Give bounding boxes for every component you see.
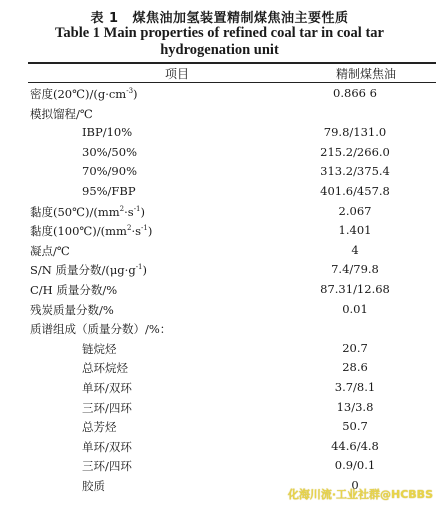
unit-exponent: -1 <box>135 263 143 272</box>
unit-exponent: 2 <box>119 204 125 213</box>
table-title-en-line2: hydrogenation unit <box>160 42 279 58</box>
row-label <box>30 282 117 298</box>
label-text: 胶质 <box>82 479 105 493</box>
row-value: 87.31/12.68 <box>320 282 390 296</box>
unit-exponent: -1 <box>141 224 148 233</box>
label-text: 三环/四环 <box>82 459 132 474</box>
row-value: 1.401 <box>338 223 372 238</box>
row-value: 2.067 <box>338 203 372 218</box>
watermark: 化海川流·工业社群@HCBBS <box>287 488 433 501</box>
label-text: 单环/双环 <box>82 381 132 395</box>
label-text: ) <box>142 263 148 278</box>
label-text: 黏度(100℃)/(mm <box>30 224 127 239</box>
table-caption-cn <box>0 7 439 26</box>
label-text: ) <box>147 224 153 239</box>
unit-exponent: 2 <box>126 224 132 233</box>
row-value: 3.7/8.1 <box>334 380 376 394</box>
label-text: ·s <box>131 224 141 239</box>
row-value: 13/3.8 <box>336 399 374 414</box>
row-value: 28.6 <box>342 360 368 375</box>
row-value: 313.2/375.4 <box>320 164 390 179</box>
label-text: 凝点/℃ <box>30 243 70 258</box>
label-text: 链烷烃 <box>82 341 117 356</box>
row-label <box>30 223 152 239</box>
table-caption-en <box>0 25 439 59</box>
row-label <box>82 380 132 396</box>
row-label <box>30 86 138 102</box>
row-label <box>82 184 136 198</box>
label-text: 三环/四环 <box>82 400 132 415</box>
row-label <box>82 478 105 494</box>
row-value: 0 <box>351 478 359 492</box>
label-text: 模拟馏程/℃ <box>30 106 93 121</box>
row-label <box>30 204 145 220</box>
row-value: 0.9/0.1 <box>334 458 376 473</box>
row-label <box>82 164 137 178</box>
label-text: ) <box>140 204 146 219</box>
label-text: ·s <box>124 204 134 219</box>
unit-exponent: -1 <box>133 204 141 213</box>
row-label <box>30 243 70 259</box>
row-value: 0.01 <box>342 301 368 316</box>
label-text: 30%/50% <box>82 144 137 159</box>
label-text: 单环/双环 <box>82 439 132 454</box>
row-label <box>30 106 93 122</box>
label-text: 密度(20℃)/(g·cm <box>30 87 127 101</box>
table-title-en-line1: Table 1 Main properties of refined coal tar in coal tar <box>55 25 384 41</box>
label-text: S/N 质量分数/(μg·g <box>30 263 136 278</box>
table-top-rule <box>28 62 436 64</box>
row-value: 50.7 <box>342 419 368 434</box>
column-header-item: 项目 <box>165 67 190 81</box>
table-header-rule <box>28 82 436 83</box>
table-number: 表 1 <box>90 11 119 26</box>
row-label <box>82 400 132 416</box>
column-header-value: 精制煤焦油 <box>336 67 397 81</box>
row-label <box>30 262 147 278</box>
label-text: 总环烷烃 <box>82 361 128 376</box>
label-text: ) <box>133 87 138 101</box>
label-text: 70%/90% <box>82 164 137 179</box>
label-text: IBP/10% <box>82 125 133 140</box>
row-value: 20.7 <box>342 340 368 355</box>
row-label <box>82 439 132 455</box>
row-label <box>30 302 114 318</box>
unit-exponent: -3 <box>126 87 134 96</box>
row-label <box>30 321 171 337</box>
label-text: 黏度(50℃)/(mm <box>30 204 120 219</box>
row-value: 4 <box>351 242 359 257</box>
label-text: C/H 质量分数/% <box>30 283 118 297</box>
row-value: 215.2/266.0 <box>320 144 390 159</box>
label-text: 总芳烃 <box>82 420 117 435</box>
row-value: 79.8/131.0 <box>323 125 387 140</box>
label-text: 残炭质量分数/% <box>30 302 114 317</box>
row-label <box>82 125 132 139</box>
row-label <box>82 360 128 376</box>
label-text: 95%/FBP <box>82 184 136 198</box>
row-value: 401.6/457.8 <box>320 184 390 198</box>
row-value: 7.4/79.8 <box>331 262 379 277</box>
row-label <box>82 341 117 357</box>
row-label <box>82 145 137 159</box>
table-title-cn: 煤焦油加氢装置精制煤焦油主要性质 <box>132 11 349 26</box>
row-value: 0.866 6 <box>333 86 377 100</box>
row-label <box>82 419 117 435</box>
row-label <box>82 458 132 474</box>
label-text: 质谱组成（质量分数）/%： <box>30 322 172 337</box>
row-value: 44.6/4.8 <box>331 438 379 453</box>
